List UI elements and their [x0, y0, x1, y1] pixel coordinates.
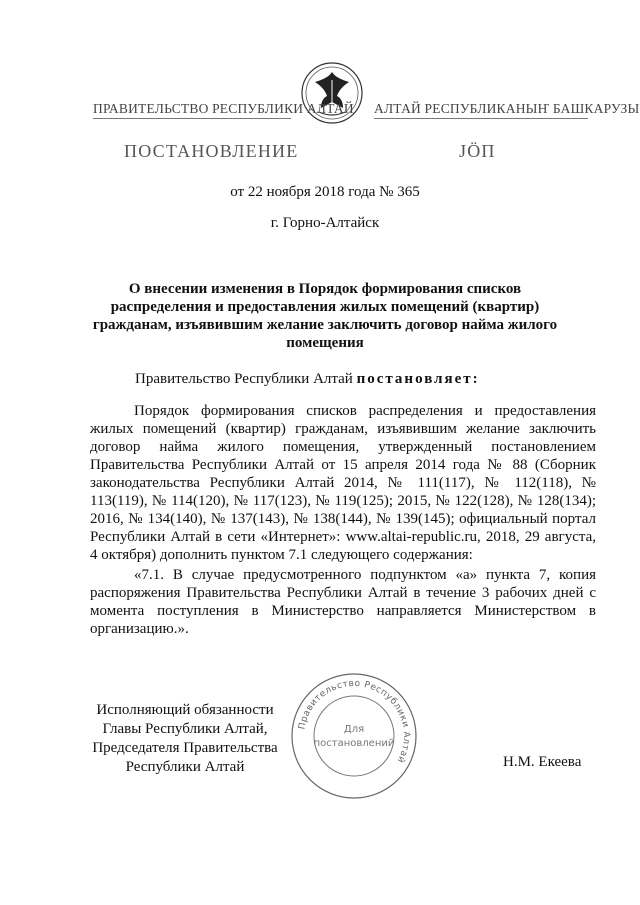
decree-verb: постановляет: — [356, 371, 480, 387]
signatory-position — [90, 701, 280, 777]
document-type-altai: ЈӦП — [459, 141, 496, 161]
stamp-center-text: Для — [343, 724, 365, 735]
signatory-line: Главы Республики Алтай, — [102, 721, 268, 737]
official-stamp — [288, 670, 420, 802]
org-name-altai: АЛТАЙ РЕСПУБЛИКАНЫҤ БАШКАРУЗЫ — [374, 101, 640, 116]
stamp-ring-text: Правительство Республики Алтай — [297, 678, 412, 765]
signatory-name: Н.М. Екеева — [503, 754, 582, 770]
document-type: ПОСТАНОВЛЕНИЕ — [124, 141, 299, 161]
header-rule-left — [93, 118, 291, 119]
document-date-number: от 22 ноября 2018 года № 365 — [230, 184, 420, 200]
signatory-line: Исполняющий обязанности — [96, 702, 274, 718]
decree-line — [135, 371, 480, 388]
signatory-line: Республики Алтай — [125, 759, 245, 775]
body-paragraph: Порядок формирования списков распределения и предоставления жилых помещений (квартир) гражданам, изъявившим желание заключить договор найма жилого помещения, утвержденный постановлением Правительства Республики Алтай от 15 апреля 2014 года № 88 (Сборник законодательства Республики Алтай 2014, № 111(117), № 112(118), № 113(119), № 114(120), № 117(123), № 119(125); 2015, № 122(128), № 128(134); 2016, № 134(140), № 137(143), № 138(144), № 139(145); официальный портал Республики Алтай в сети «Интернет»: www.altai-republic.ru, 2018, 29 августа, 4 октября) дополнить пунктом 7.1 следующего содержания: — [90, 403, 596, 563]
stamp-center-text: постановлений — [313, 738, 395, 749]
signatory-line: Председателя Правительства — [92, 740, 278, 756]
body-paragraph: «7.1. В случае предусмотренного подпунктом «а» пункта 7, копия распоряжения Правительства Республики Алтай в течение 3 рабочих дней с момента поступления в Министерство направляется Министерством в организацию.». — [90, 567, 596, 637]
decree-prefix: Правительство Республики Алтай — [135, 371, 353, 387]
document-body — [90, 402, 596, 638]
org-name-russian: ПРАВИТЕЛЬСТВО РЕСПУБЛИКИ АЛТАЙ — [93, 101, 354, 116]
header-rule-right — [374, 118, 588, 119]
document-city: г. Горно-Алтайск — [270, 215, 380, 231]
svg-text:Правительство Республики Алтай — [297, 679, 411, 765]
document-title: О внесении изменения в Порядок формирования списков распределения и предоставления жилых помещений (квартир) гражданам, изъявившим желание заключить договор найма жилого помещения — [92, 281, 558, 351]
